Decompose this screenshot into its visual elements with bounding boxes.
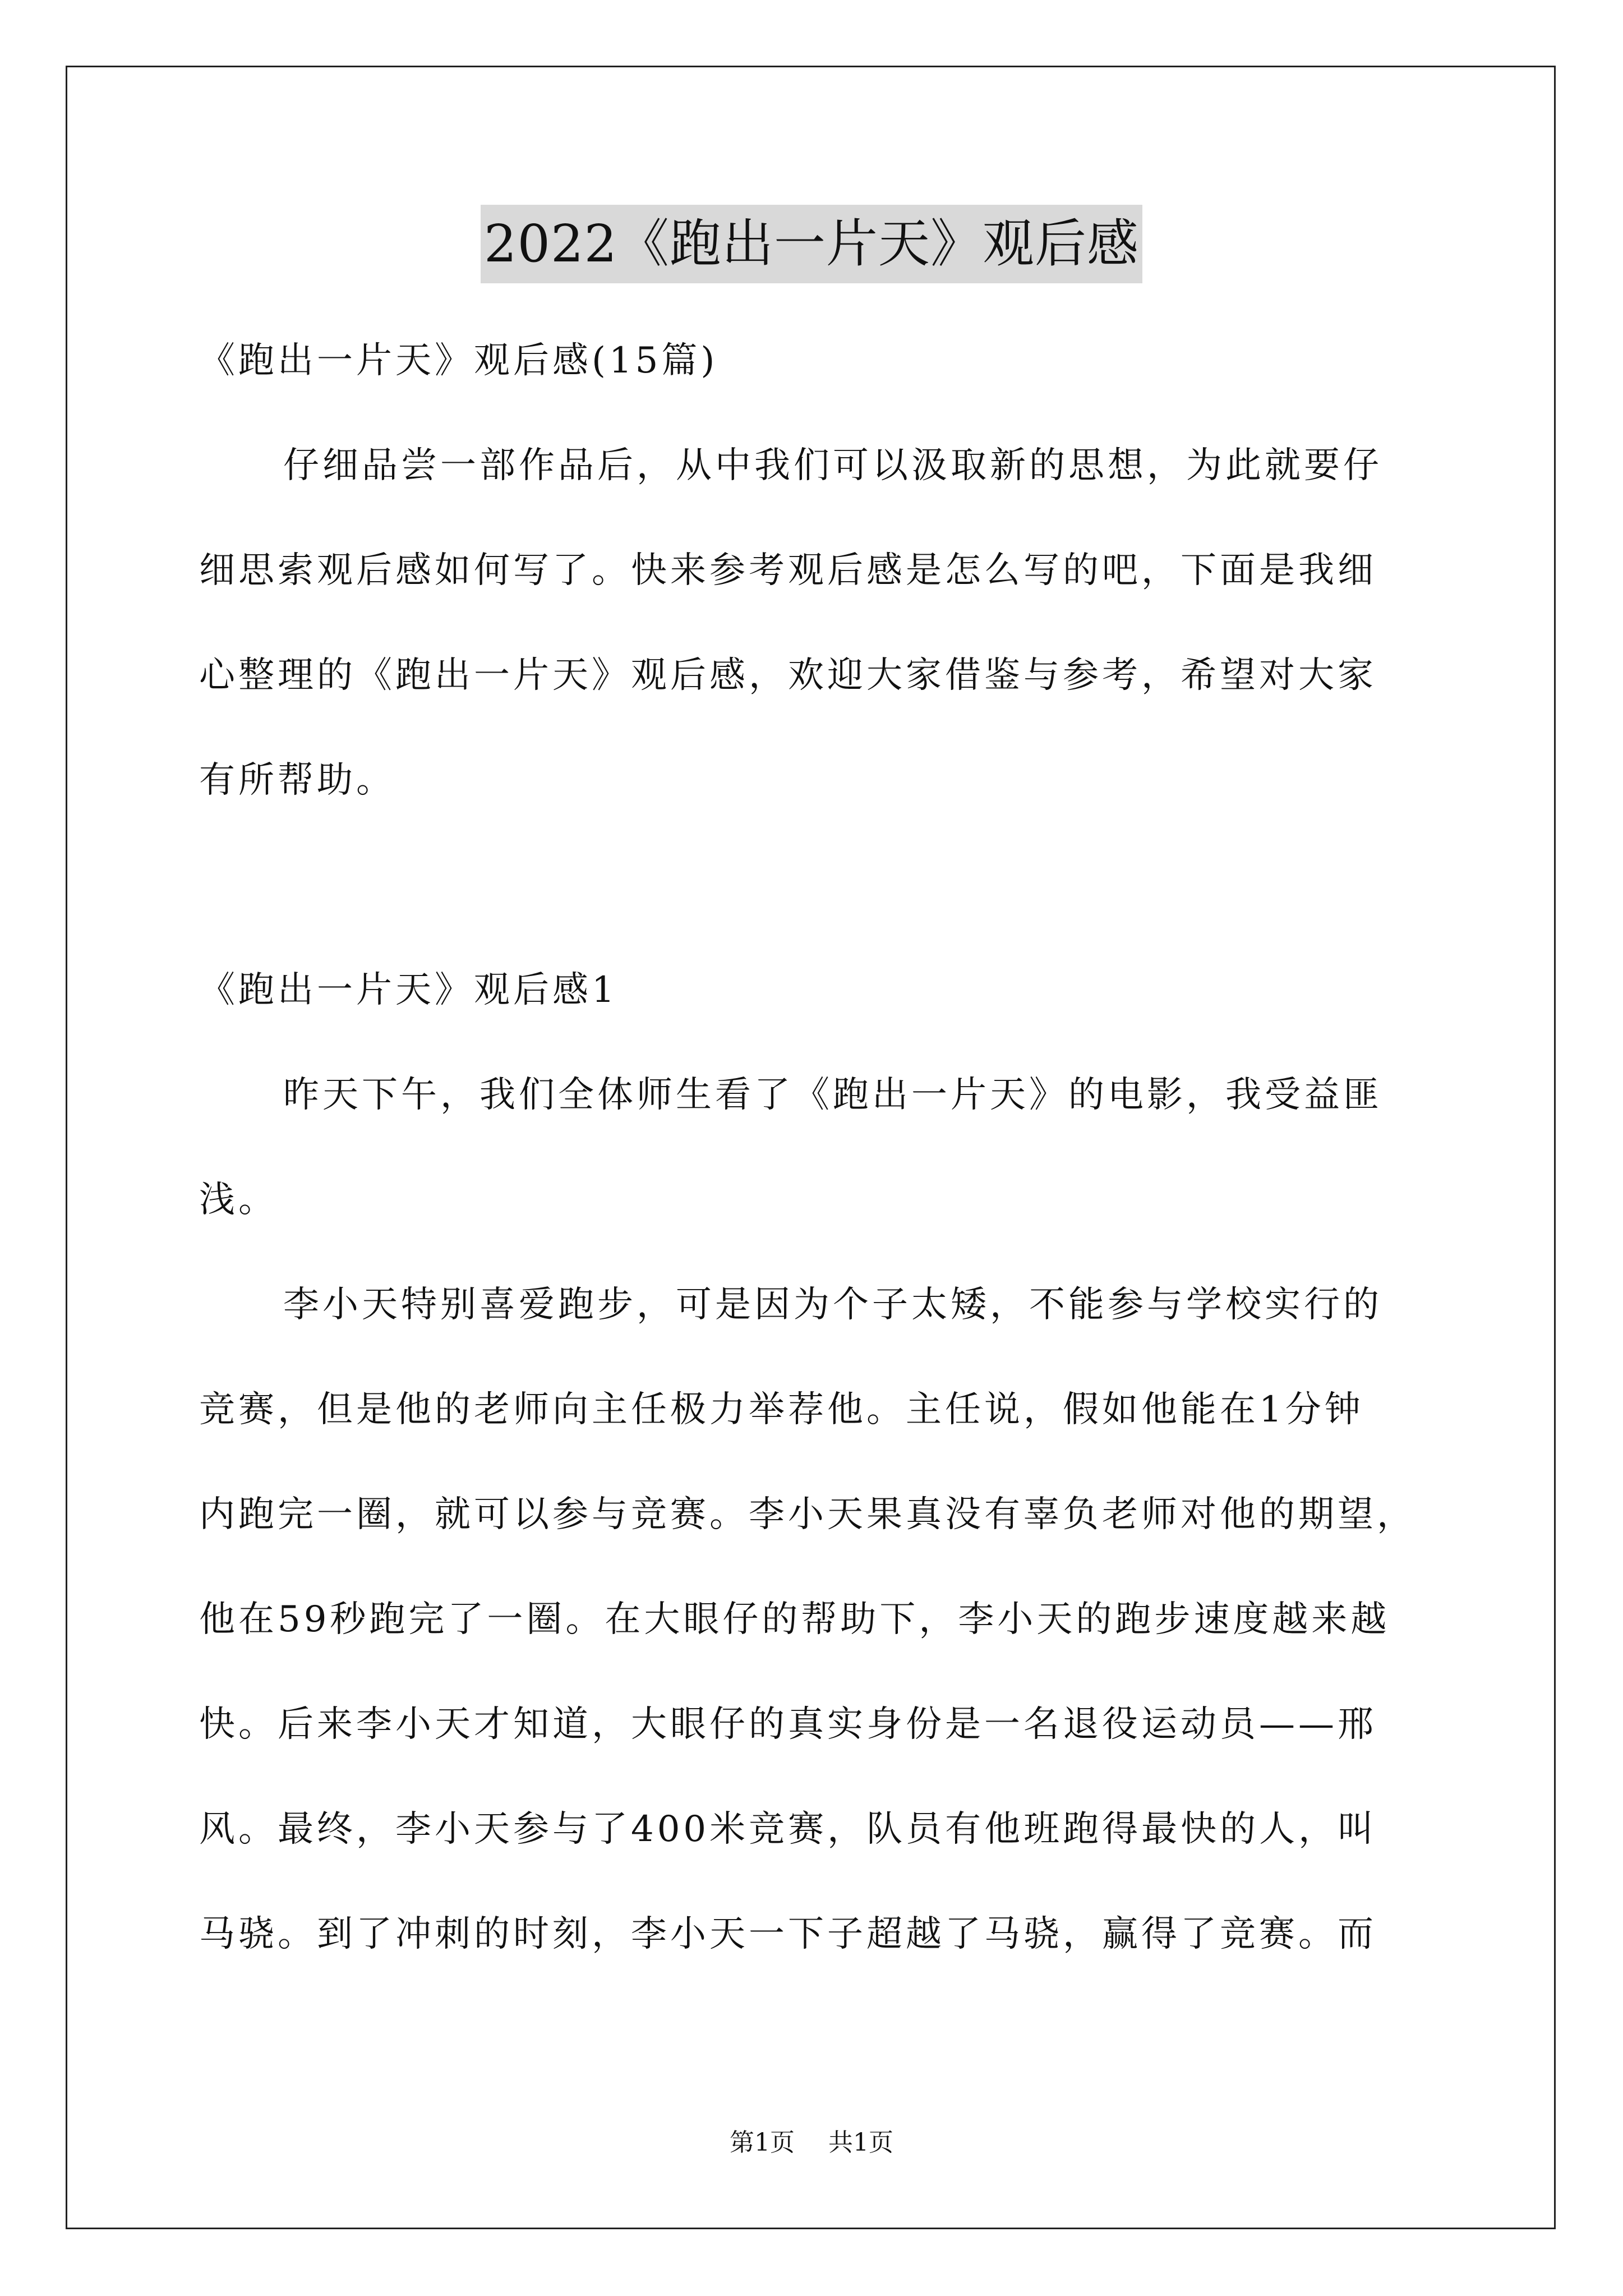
paragraph-line: 风。最终，李小天参与了400米竞赛，队员有他班跑得最快的人，叫: [199, 1809, 1377, 1850]
intro-line: 细思索观后感如何写了。快来参考观后感是怎么写的吧，下面是我细: [199, 550, 1377, 591]
document-title: 2022《跑出一片天》观后感: [481, 205, 1142, 283]
paragraph-line: 昨天下午，我们全体师生看了《跑出一片天》的电影，我受益匪: [283, 1074, 1382, 1116]
intro-line: 心整理的《跑出一片天》观后感，欢迎大家借鉴与参考，希望对大家: [199, 655, 1377, 696]
page-total: 共1页: [828, 2128, 893, 2157]
paragraph-line: 内跑完一圈，就可以参与竞赛。李小天果真没有辜负老师对他的期望，: [199, 1494, 1416, 1535]
intro-line: 有所帮助。: [199, 760, 395, 801]
intro-line: 仔细品尝一部作品后，从中我们可以汲取新的思想，为此就要仔: [283, 445, 1382, 486]
paragraph-line: 竞赛，但是他的老师向主任极力举荐他。主任说，假如他能在1分钟: [199, 1389, 1364, 1430]
paragraph-line: 李小天特别喜爱跑步，可是因为个子太矮，不能参与学校实行的: [283, 1284, 1382, 1326]
document-subtitle: 《跑出一片天》观后感(15篇): [199, 340, 718, 381]
blank-line: [199, 833, 1433, 938]
page-footer: [0, 2126, 1623, 2160]
paragraph-line: 浅。: [199, 1179, 278, 1221]
paragraph-line: 快。后来李小天才知道，大眼仔的真实身份是一名退役运动员——邢: [199, 1704, 1377, 1745]
title-container: [0, 205, 1623, 283]
paragraph-line: 他在59秒跑完了一圈。在大眼仔的帮助下，李小天的跑步速度越来越: [199, 1599, 1390, 1640]
page-number: 第1页: [730, 2128, 795, 2157]
document-body: [199, 309, 1433, 1987]
paragraph-line: 马骁。到了冲刺的时刻，李小天一下子超越了马骁，赢得了竞赛。而: [199, 1913, 1377, 1955]
section-heading: 《跑出一片天》观后感1: [199, 969, 618, 1011]
